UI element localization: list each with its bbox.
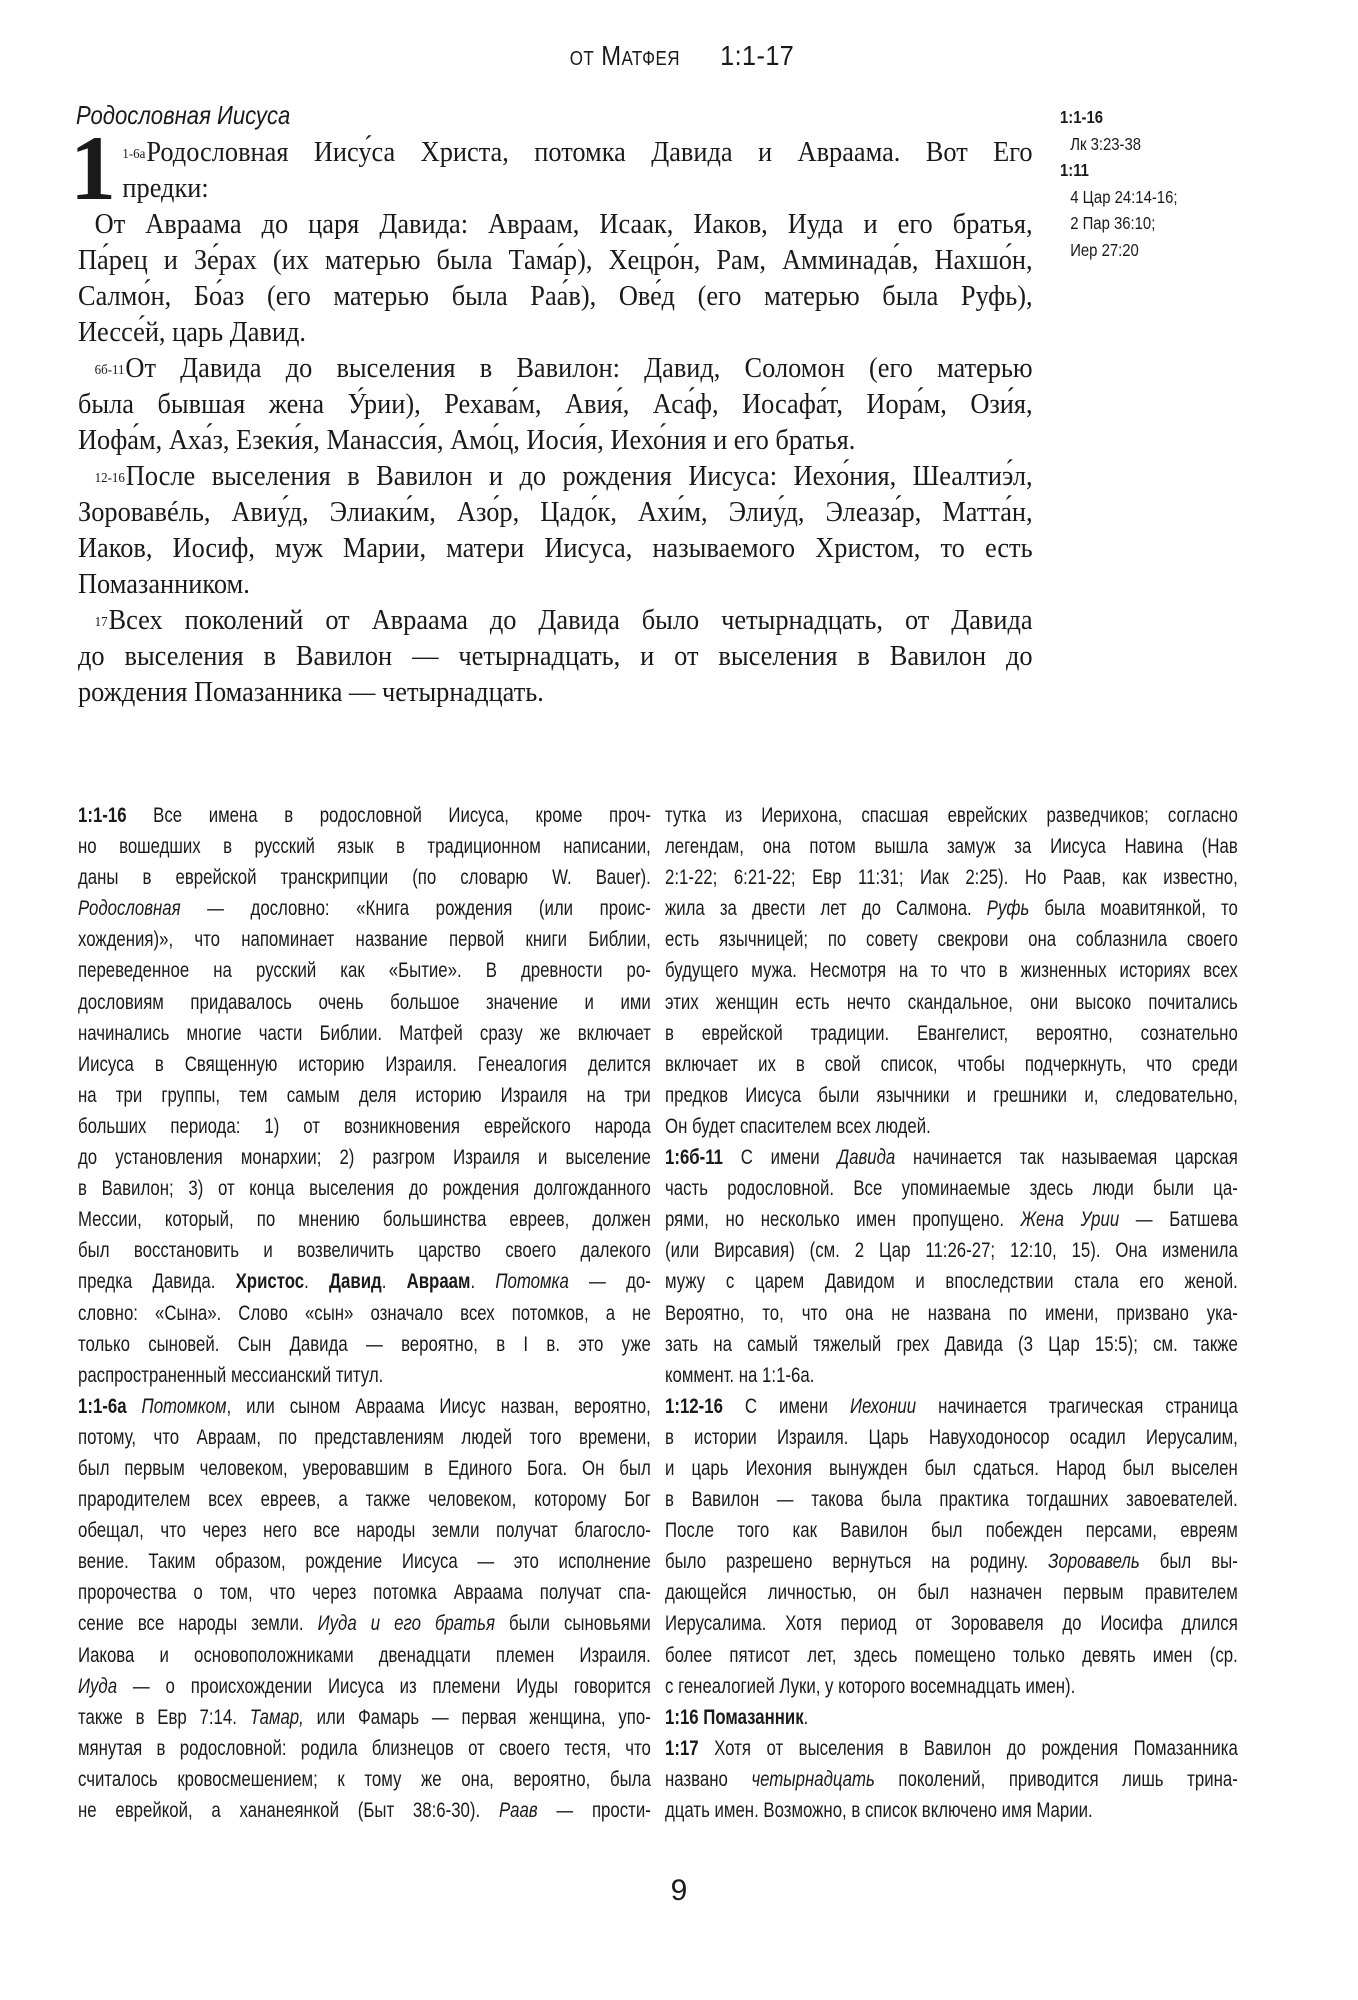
bold-term: 1:16 Помазанник [665, 1705, 804, 1729]
chapter-number: 1 [70, 117, 116, 219]
text-run: Иаков, Иосиф, муж Марии, матери Иисуса, называемого Христом, то есть [78, 533, 1033, 564]
scripture-line [78, 531, 1033, 567]
commentary-line [78, 1640, 651, 1671]
text-run: начинается трагическая страница [916, 1394, 1238, 1418]
text-run: больших периода: 1) от возникновения еврейского народа [78, 1114, 651, 1138]
commentary-line [665, 987, 1238, 1018]
commentary-line [665, 862, 1238, 893]
text-run: Салмо́н, Бо́аз (его матерью была Раа́в), Ове́д (его матерью была Руфь), [78, 281, 1033, 312]
commentary-line [78, 1733, 651, 1764]
commentary-line [665, 831, 1238, 862]
commentary-line [665, 1391, 1238, 1422]
text-run [127, 1395, 142, 1418]
italic-term: Руфь [986, 897, 1030, 921]
text-run: названо [665, 1767, 752, 1791]
text-run: Все имена в родословной Иисуса, кроме проч- [126, 804, 651, 827]
bold-term: Авраам [406, 1270, 471, 1294]
scripture-line [78, 387, 1033, 423]
text-run: была бывшая жена У́рии), Рехава́м, Авия́, Аса́ф, Иосафа́т, Иора́м, Ози́я, [78, 389, 1033, 420]
commentary-line [78, 1795, 651, 1826]
text-run: в Вавилон — такова была практика тогдашних завоевателей. [665, 1488, 1238, 1512]
scripture-line [78, 459, 1033, 495]
text-run: . [381, 1270, 407, 1294]
text-run: до выселения в Вавилон — четырнадцать, и от выселения в Вавилон до [78, 641, 1033, 672]
commentary-line [78, 1391, 651, 1422]
commentary-line [78, 1298, 651, 1329]
commentary-line [665, 1577, 1238, 1608]
text-run: словно: «Сына». Слово «сын» означало всех потомков, а не [78, 1301, 651, 1325]
scripture-text [78, 135, 1033, 711]
commentary-line [78, 1608, 651, 1639]
text-run: . [470, 1270, 496, 1294]
text-run: есть язычницей; по совету свекрови она соблазнила своего [665, 928, 1238, 952]
text-run: жила за двести лет до Салмона. [665, 897, 987, 921]
cross-reference-link: Иер 27:20 [1070, 239, 1139, 260]
commentary-line [78, 1453, 651, 1484]
text-run: с генеалогией Луки, у которого восемнадцать имен). [665, 1674, 1076, 1698]
text-run: легендам, она потом вышла замуж за Иисуса Навина (Нав [665, 835, 1238, 859]
commentary-line [78, 1049, 651, 1080]
text-run: поколений, приводится лишь трина- [874, 1767, 1238, 1791]
bold-term: 1:1-6а [78, 1394, 127, 1418]
cross-reference-link: 2 Пар 36:10; [1070, 213, 1156, 233]
text-run: этих женщин есть нечто скандальное, они высоко почитались [665, 990, 1238, 1014]
scripture-line [78, 243, 1033, 279]
scripture-line [78, 207, 1033, 243]
bold-term: Христос [235, 1270, 305, 1294]
text-run: был вы- [1139, 1550, 1238, 1574]
commentary-line [78, 1142, 651, 1173]
text-run: будущего мужа. Несмотря на то что в жизненных историях всех [665, 959, 1238, 983]
text-run: сение все народы земли. [78, 1612, 318, 1636]
text-run: Мессии, который, по мнению большинства евреев, должен [78, 1208, 651, 1232]
text-run: Вероятно, то, что она не названа по имени, призвано ука- [665, 1301, 1238, 1325]
commentary-line [665, 1546, 1238, 1577]
text-run: или Фамарь — первая женщина, упо- [303, 1705, 651, 1729]
commentary-line [665, 1080, 1238, 1111]
bold-term: 1:12-16 [665, 1394, 723, 1418]
commentary-line [78, 1266, 651, 1297]
scripture-line [78, 675, 1033, 711]
text-run: Хотя от выселения в Вавилон до рождения Помазанника [698, 1736, 1238, 1760]
text-run: в еврейской традиции. Евангелист, вероятно, сознательно [665, 1021, 1238, 1045]
text-run: хождения)», что напоминает название первой книги Библии, [78, 928, 651, 952]
text-run: коммент. на 1:1-6а. [665, 1363, 815, 1387]
text-run: были сыновьями [494, 1612, 651, 1636]
text-run: рождения Помазанника — четырнадцать. [78, 677, 544, 708]
commentary-line [78, 1235, 651, 1266]
commentary-line [78, 1018, 651, 1049]
text-run: — Батшева [1119, 1208, 1238, 1232]
text-run: С имени [722, 1394, 850, 1418]
running-header [0, 40, 1358, 72]
text-run: потому, что Авраам, по представлениям людей того времени, [78, 1425, 651, 1449]
commentary-line [78, 1422, 651, 1453]
commentary-line [665, 1298, 1238, 1329]
text-run: От Авраама до царя Давида: Авраам, Исаак, Иаков, Иуда и его братья, [94, 209, 1033, 240]
verse-number: 12-16 [94, 471, 125, 486]
text-run: С имени [723, 1146, 838, 1170]
text-run: распространенный мессианский титул. [78, 1363, 384, 1387]
text-run: Иессе́й, царь Давид. [78, 317, 306, 348]
text-run: мужу с царем Давидом и впоследствии стала его женой. [665, 1270, 1238, 1294]
text-run: было разрешено вернуться на родину. [665, 1550, 1049, 1574]
text-run: предка Давида. [78, 1270, 236, 1294]
commentary-line [665, 1484, 1238, 1515]
text-run: мянутая в родословной: родила близнецов от своего тестя, что [78, 1736, 651, 1760]
text-run: предки: [122, 173, 209, 204]
commentary-line [665, 1515, 1238, 1546]
text-run: только сыновей. Сын Давида — вероятно, в I в. это уже [78, 1332, 651, 1356]
italic-term: Раав [498, 1799, 538, 1822]
commentary-column-left [78, 800, 651, 1826]
scripture-line [78, 603, 1033, 639]
text-run: Родословная Иису́са Христа, потомка Давида и Авраама. Вот Его [146, 137, 1033, 168]
scripture-line [78, 567, 1033, 603]
commentary-line [665, 1018, 1238, 1049]
commentary-line [78, 1173, 651, 1204]
text-run: Всех поколений от Авраама до Давида было четырнадцать, от Давида [108, 605, 1033, 636]
text-run: считалось кровосмешением; к тому же она, вероятно, была [78, 1767, 651, 1791]
text-run: пророчества о том, что через потомка Авраама получат спа- [78, 1581, 651, 1605]
commentary-line [665, 1235, 1238, 1266]
verse-number: 17 [94, 615, 108, 630]
book-title: от Матфея [569, 40, 680, 71]
commentary-line [78, 1204, 651, 1235]
scripture-line [78, 639, 1033, 675]
italic-term: Родословная [78, 897, 181, 921]
text-run: прародителем всех евреев, а также человеком, которому Бог [78, 1488, 651, 1512]
text-run: и царь Иехония вынужден был сдаться. Народ был выселен [665, 1456, 1238, 1480]
text-run: — прости- [537, 1799, 651, 1822]
text-run: также в Евр 7:14. [78, 1705, 250, 1729]
commentary-line [665, 1266, 1238, 1297]
commentary-line [78, 862, 651, 893]
commentary-line [78, 1080, 651, 1111]
commentary-line [665, 1360, 1238, 1391]
verse-number: 1-6а [122, 147, 146, 162]
text-run: была моавитянкой, то [1029, 897, 1238, 921]
text-run: . [304, 1270, 330, 1294]
italic-term: Зоровавель [1048, 1550, 1140, 1574]
scripture-line [78, 495, 1033, 531]
commentary-line [665, 1111, 1238, 1142]
text-run: был первым человеком, уверовавшим в Единого Бога. Он был [78, 1456, 651, 1480]
verse-number: 6б-11 [94, 363, 125, 378]
scripture-line [78, 135, 1033, 171]
verse-range: 1:1-17 [719, 40, 795, 71]
commentary-column-right [665, 800, 1238, 1826]
commentary-line [665, 1640, 1238, 1671]
text-run: дословиям придавалось очень большое значение и ими [78, 990, 651, 1014]
text-run: рями, но несколько имен пропущено. [665, 1208, 1021, 1232]
text-run: — о происхождении Иисуса из племени Иуды говорится [117, 1674, 651, 1698]
text-run: . [803, 1705, 809, 1729]
text-run: Иисуса в Священную историю Израиля. Генеалогия делится [78, 1052, 651, 1076]
text-run: (или Вирсавия) (см. 2 Цар 11:26-27; 12:10, 15). Она изменила [665, 1239, 1238, 1263]
text-run: — до- [568, 1270, 651, 1294]
text-run: Иофа́м, Аха́з, Езеки́я, Манасси́я, Амо́ц, Иоси́я, Иехо́ния и его братья. [78, 425, 856, 456]
text-run: на три группы, тем самым деля историю Израиля на три [78, 1083, 651, 1107]
scripture-line [78, 279, 1033, 315]
italic-term: Иехонии [849, 1394, 917, 1418]
text-run: 2:1-22; 6:21-22; Евр 11:31; Иак 2:25). Но Раав, как известно, [665, 866, 1238, 890]
italic-term: Иуда и его братья [317, 1612, 495, 1636]
commentary-line [78, 1484, 651, 1515]
commentary-line [78, 955, 651, 986]
text-run: даны в еврейской транскрипции (по словарю W. Bauer). [78, 866, 651, 890]
page-number: 9 [670, 1874, 688, 1907]
text-run: Помазанником. [78, 569, 250, 600]
commentary-line [78, 831, 651, 862]
commentary-line [665, 1049, 1238, 1080]
text-run: От Давида до выселения в Вавилон: Давид, Соломон (его матерью [125, 353, 1033, 384]
cross-reference-verse: 1:1-16 [1060, 107, 1104, 127]
commentary-line [78, 1764, 651, 1795]
italic-term: Жена Урии [1020, 1208, 1120, 1232]
commentary-line [78, 1111, 651, 1142]
italic-term: четырнадцать [751, 1767, 875, 1791]
commentary-line [665, 1702, 1238, 1733]
text-run: дцать имен. Возможно, в список включено имя Марии. [665, 1799, 1093, 1822]
commentary-line [78, 1702, 651, 1733]
commentary-line [665, 924, 1238, 955]
commentary-line [665, 800, 1238, 831]
commentary-line [665, 1733, 1238, 1764]
text-run: обещал, что через него все народы земли получат благосло- [78, 1519, 651, 1543]
text-run: — дословно: «Книга рождения (или проис- [180, 897, 651, 921]
italic-term: Давида [837, 1146, 896, 1170]
text-run: более пятисот лет, здесь помещено только девять имен (ср. [665, 1643, 1238, 1667]
commentary-line [665, 955, 1238, 986]
commentary-line [665, 1671, 1238, 1702]
commentary-line [665, 1142, 1238, 1173]
commentary-line [78, 1329, 651, 1360]
commentary-line [665, 1453, 1238, 1484]
commentary-line [665, 1329, 1238, 1360]
text-run: Па́рец и Зе́рах (их матерью была Тама́р), Хецро́н, Рам, Амминада́в, Нахшо́н, [78, 245, 1033, 276]
commentary-line [665, 1204, 1238, 1235]
commentary-line [78, 1515, 651, 1546]
scripture-line [78, 423, 1033, 459]
text-run: начинается так называемая царская [895, 1146, 1238, 1170]
cross-reference-verse: 1:11 [1060, 160, 1089, 180]
text-run: Зоровавéль, Авиу́д, Элиаки́м, Азо́р, Цадо́к, Ахи́м, Элиу́д, Элеаза́р, Матта́н, [78, 497, 1033, 528]
text-run: После того как Вавилон был побежден персами, евреям [665, 1519, 1238, 1543]
cross-reference-link: 4 Цар 24:14-16; [1070, 186, 1178, 207]
cross-references [1060, 104, 1177, 263]
italic-term: Иуда [78, 1674, 118, 1698]
text-run: не еврейкой, а хананеянкой (Быт 38:6-30). [78, 1799, 499, 1822]
italic-term: Потомка [495, 1270, 569, 1294]
scripture-line [78, 315, 1033, 351]
commentary-line [78, 1360, 651, 1391]
text-run: но вошедших в русский язык в традиционном написании, [78, 835, 651, 859]
text-run: После выселения в Вавилон и до рождения Иисуса: Иехо́ния, Шеалтиэ́л, [125, 461, 1033, 492]
text-run: дающейся личностью, он был назначен первым правителем [665, 1581, 1238, 1605]
text-run: был восстановить и возвеличить царство своего далекого [78, 1239, 651, 1263]
text-run: предков Иисуса были язычники и грешники и, следовательно, [665, 1083, 1238, 1107]
bold-term: 1:1-16 [78, 804, 127, 827]
text-run: переведенное на русский как «Бытие». В древности ро- [78, 959, 651, 983]
commentary-line [665, 1764, 1238, 1795]
cross-reference-link: Лк 3:23-38 [1070, 133, 1142, 154]
section-title: Родословная Иисуса [76, 100, 291, 130]
bold-term: 1:17 [665, 1736, 699, 1760]
text-run: зать на самый тяжелый грех Давида (3 Цар 15:5); см. также [665, 1332, 1238, 1356]
text-run: в истории Израиля. Царь Навуходоносор осадил Иерусалим, [665, 1425, 1238, 1449]
text-run: Иерусалима. Хотя период от Зоровавеля до Иосифа длился [665, 1612, 1238, 1636]
text-run: , или сыном Авраама Иисус назван, вероятно, [226, 1394, 651, 1418]
scripture-line [78, 351, 1033, 387]
text-run: в Вавилон; 3) от конца выселения до рождения долгожданного [78, 1177, 651, 1201]
commentary-line [665, 1173, 1238, 1204]
commentary-line [78, 1671, 651, 1702]
commentary-line [665, 893, 1238, 924]
text-run: начинались многие части Библии. Матфей сразу же включает [78, 1021, 651, 1045]
commentary-line [665, 1608, 1238, 1639]
commentary-line [78, 893, 651, 924]
bold-term: Давид [329, 1270, 382, 1294]
commentary-line [78, 987, 651, 1018]
commentary-line [78, 924, 651, 955]
italic-term: Тамар, [249, 1705, 304, 1729]
commentary-line [78, 1546, 651, 1577]
bold-term: 1:6б-11 [665, 1146, 724, 1170]
text-run: тутка из Иерихона, спасшая еврейских разведчиков; согласно [665, 804, 1238, 827]
scripture-line [78, 171, 1033, 207]
commentary-line [78, 800, 651, 831]
commentary-line [665, 1422, 1238, 1453]
text-run: включает их в свой список, чтобы подчеркнуть, что среди [665, 1052, 1238, 1076]
italic-term: Потомком [141, 1394, 227, 1418]
commentary-line [665, 1795, 1238, 1826]
text-run: Он будет спасителем всех людей. [665, 1114, 931, 1138]
text-run: Иакова и основоположниками двенадцати племен Израиля. [78, 1643, 651, 1667]
text-run: часть родословной. Все упоминаемые здесь люди были ца- [665, 1177, 1238, 1201]
text-run: до установления монархии; 2) разгром Израиля и выселение [78, 1146, 651, 1170]
commentary-line [78, 1577, 651, 1608]
text-run: вение. Таким образом, рождение Иисуса — это исполнение [78, 1550, 651, 1574]
